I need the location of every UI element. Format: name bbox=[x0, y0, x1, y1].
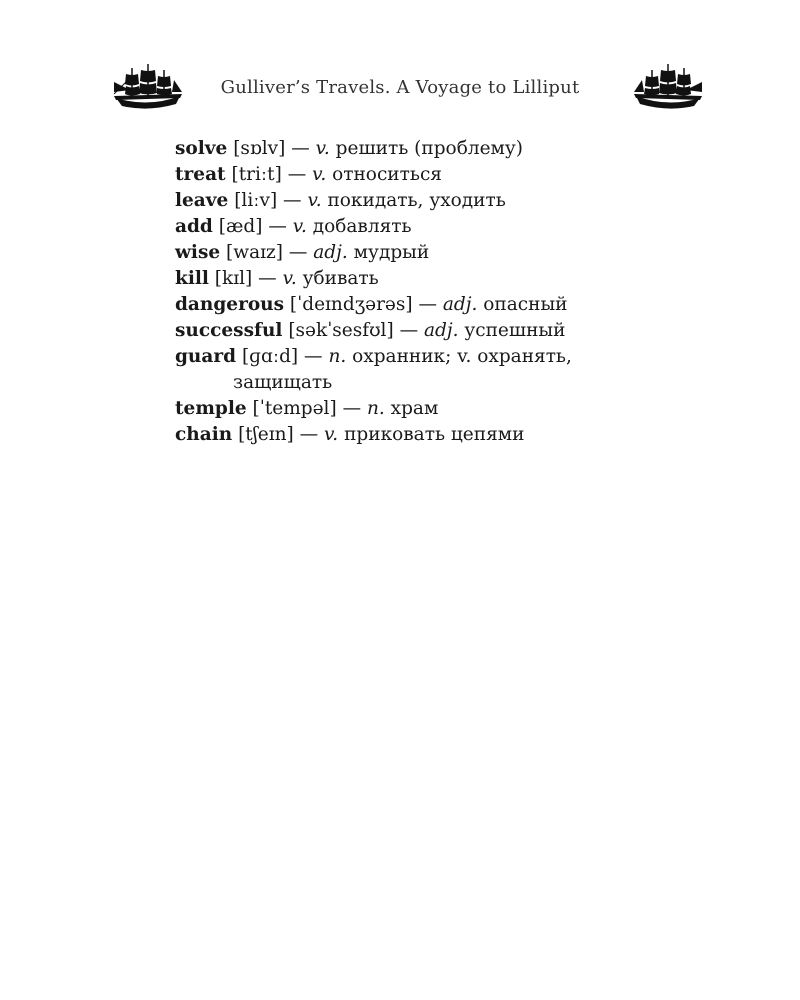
dash: — bbox=[287, 164, 307, 185]
translation-continuation: защищать bbox=[233, 372, 333, 393]
dash: — bbox=[268, 216, 287, 237]
part-of-speech: v. bbox=[324, 424, 339, 445]
headword: treat bbox=[175, 164, 226, 185]
part-of-speech: v. bbox=[315, 138, 330, 159]
vocabulary-entry bbox=[175, 344, 695, 396]
transcription: [kɪl] bbox=[214, 268, 253, 289]
part-of-speech: adj. bbox=[423, 320, 459, 341]
part-of-speech: adj. bbox=[313, 242, 348, 263]
vocabulary-entry bbox=[175, 214, 695, 240]
dash: — bbox=[258, 268, 277, 289]
transcription: [ˈdeɪndʒərəs] bbox=[289, 294, 413, 315]
translation: охранник; v. охранять, bbox=[352, 346, 572, 367]
headword: dangerous bbox=[175, 294, 285, 315]
vocabulary-entry bbox=[175, 162, 695, 188]
translation: покидать, уходить bbox=[327, 190, 506, 211]
transcription: [waɪz] bbox=[226, 242, 283, 263]
translation: добавлять bbox=[312, 216, 412, 237]
vocabulary-list bbox=[175, 136, 695, 448]
headword: guard bbox=[175, 346, 237, 367]
translation: успешный bbox=[464, 320, 566, 341]
translation: храм bbox=[390, 398, 439, 419]
ship-icon bbox=[632, 62, 704, 110]
translation: мудрый bbox=[353, 242, 430, 263]
headword: solve bbox=[175, 138, 228, 159]
part-of-speech: v. bbox=[307, 190, 322, 211]
vocabulary-entry bbox=[175, 292, 695, 318]
part-of-speech: v. bbox=[282, 268, 297, 289]
headword: add bbox=[175, 216, 213, 237]
transcription: [liːv] bbox=[234, 190, 278, 211]
part-of-speech: n. bbox=[366, 398, 385, 419]
vocabulary-entry bbox=[175, 266, 695, 292]
dash: — bbox=[342, 398, 362, 419]
vocabulary-entry bbox=[175, 422, 695, 448]
dash: — bbox=[304, 346, 323, 367]
vocabulary-entry bbox=[175, 136, 695, 162]
dash: — bbox=[288, 242, 308, 263]
headword: chain bbox=[175, 424, 233, 445]
translation: опасный bbox=[483, 294, 568, 315]
headword: temple bbox=[175, 398, 247, 419]
dash: — bbox=[283, 190, 302, 211]
dash: — bbox=[291, 138, 310, 159]
part-of-speech: v. bbox=[312, 164, 327, 185]
part-of-speech: n. bbox=[328, 346, 347, 367]
transcription: [ˈtempəl] bbox=[252, 398, 337, 419]
vocabulary-entry bbox=[175, 188, 695, 214]
transcription: [sɒlv] bbox=[233, 138, 286, 159]
dash: — bbox=[299, 424, 319, 445]
translation: решить (проблему) bbox=[335, 138, 524, 159]
transcription: [æd] bbox=[218, 216, 263, 237]
transcription: [tʃeɪn] bbox=[238, 424, 294, 445]
transcription: [triːt] bbox=[231, 164, 282, 185]
part-of-speech: v. bbox=[292, 216, 307, 237]
headword: wise bbox=[175, 242, 221, 263]
part-of-speech: adj. bbox=[442, 294, 478, 315]
translation: относиться bbox=[332, 164, 442, 185]
translation: приковать цепями bbox=[344, 424, 525, 445]
dash: — bbox=[418, 294, 437, 315]
transcription: [ɡɑːd] bbox=[241, 346, 299, 367]
vocabulary-entry bbox=[175, 318, 695, 344]
headword: successful bbox=[175, 320, 283, 341]
headword: leave bbox=[175, 190, 229, 211]
page-header bbox=[0, 60, 800, 120]
translation: убивать bbox=[302, 268, 379, 289]
transcription: [səkˈsesfʊl] bbox=[288, 320, 394, 341]
dash: — bbox=[399, 320, 419, 341]
vocabulary-entry bbox=[175, 240, 695, 266]
running-title: Gulliver’s Travels. A Voyage to Lilliput bbox=[220, 77, 580, 98]
vocabulary-entry bbox=[175, 396, 695, 422]
headword: kill bbox=[175, 268, 209, 289]
